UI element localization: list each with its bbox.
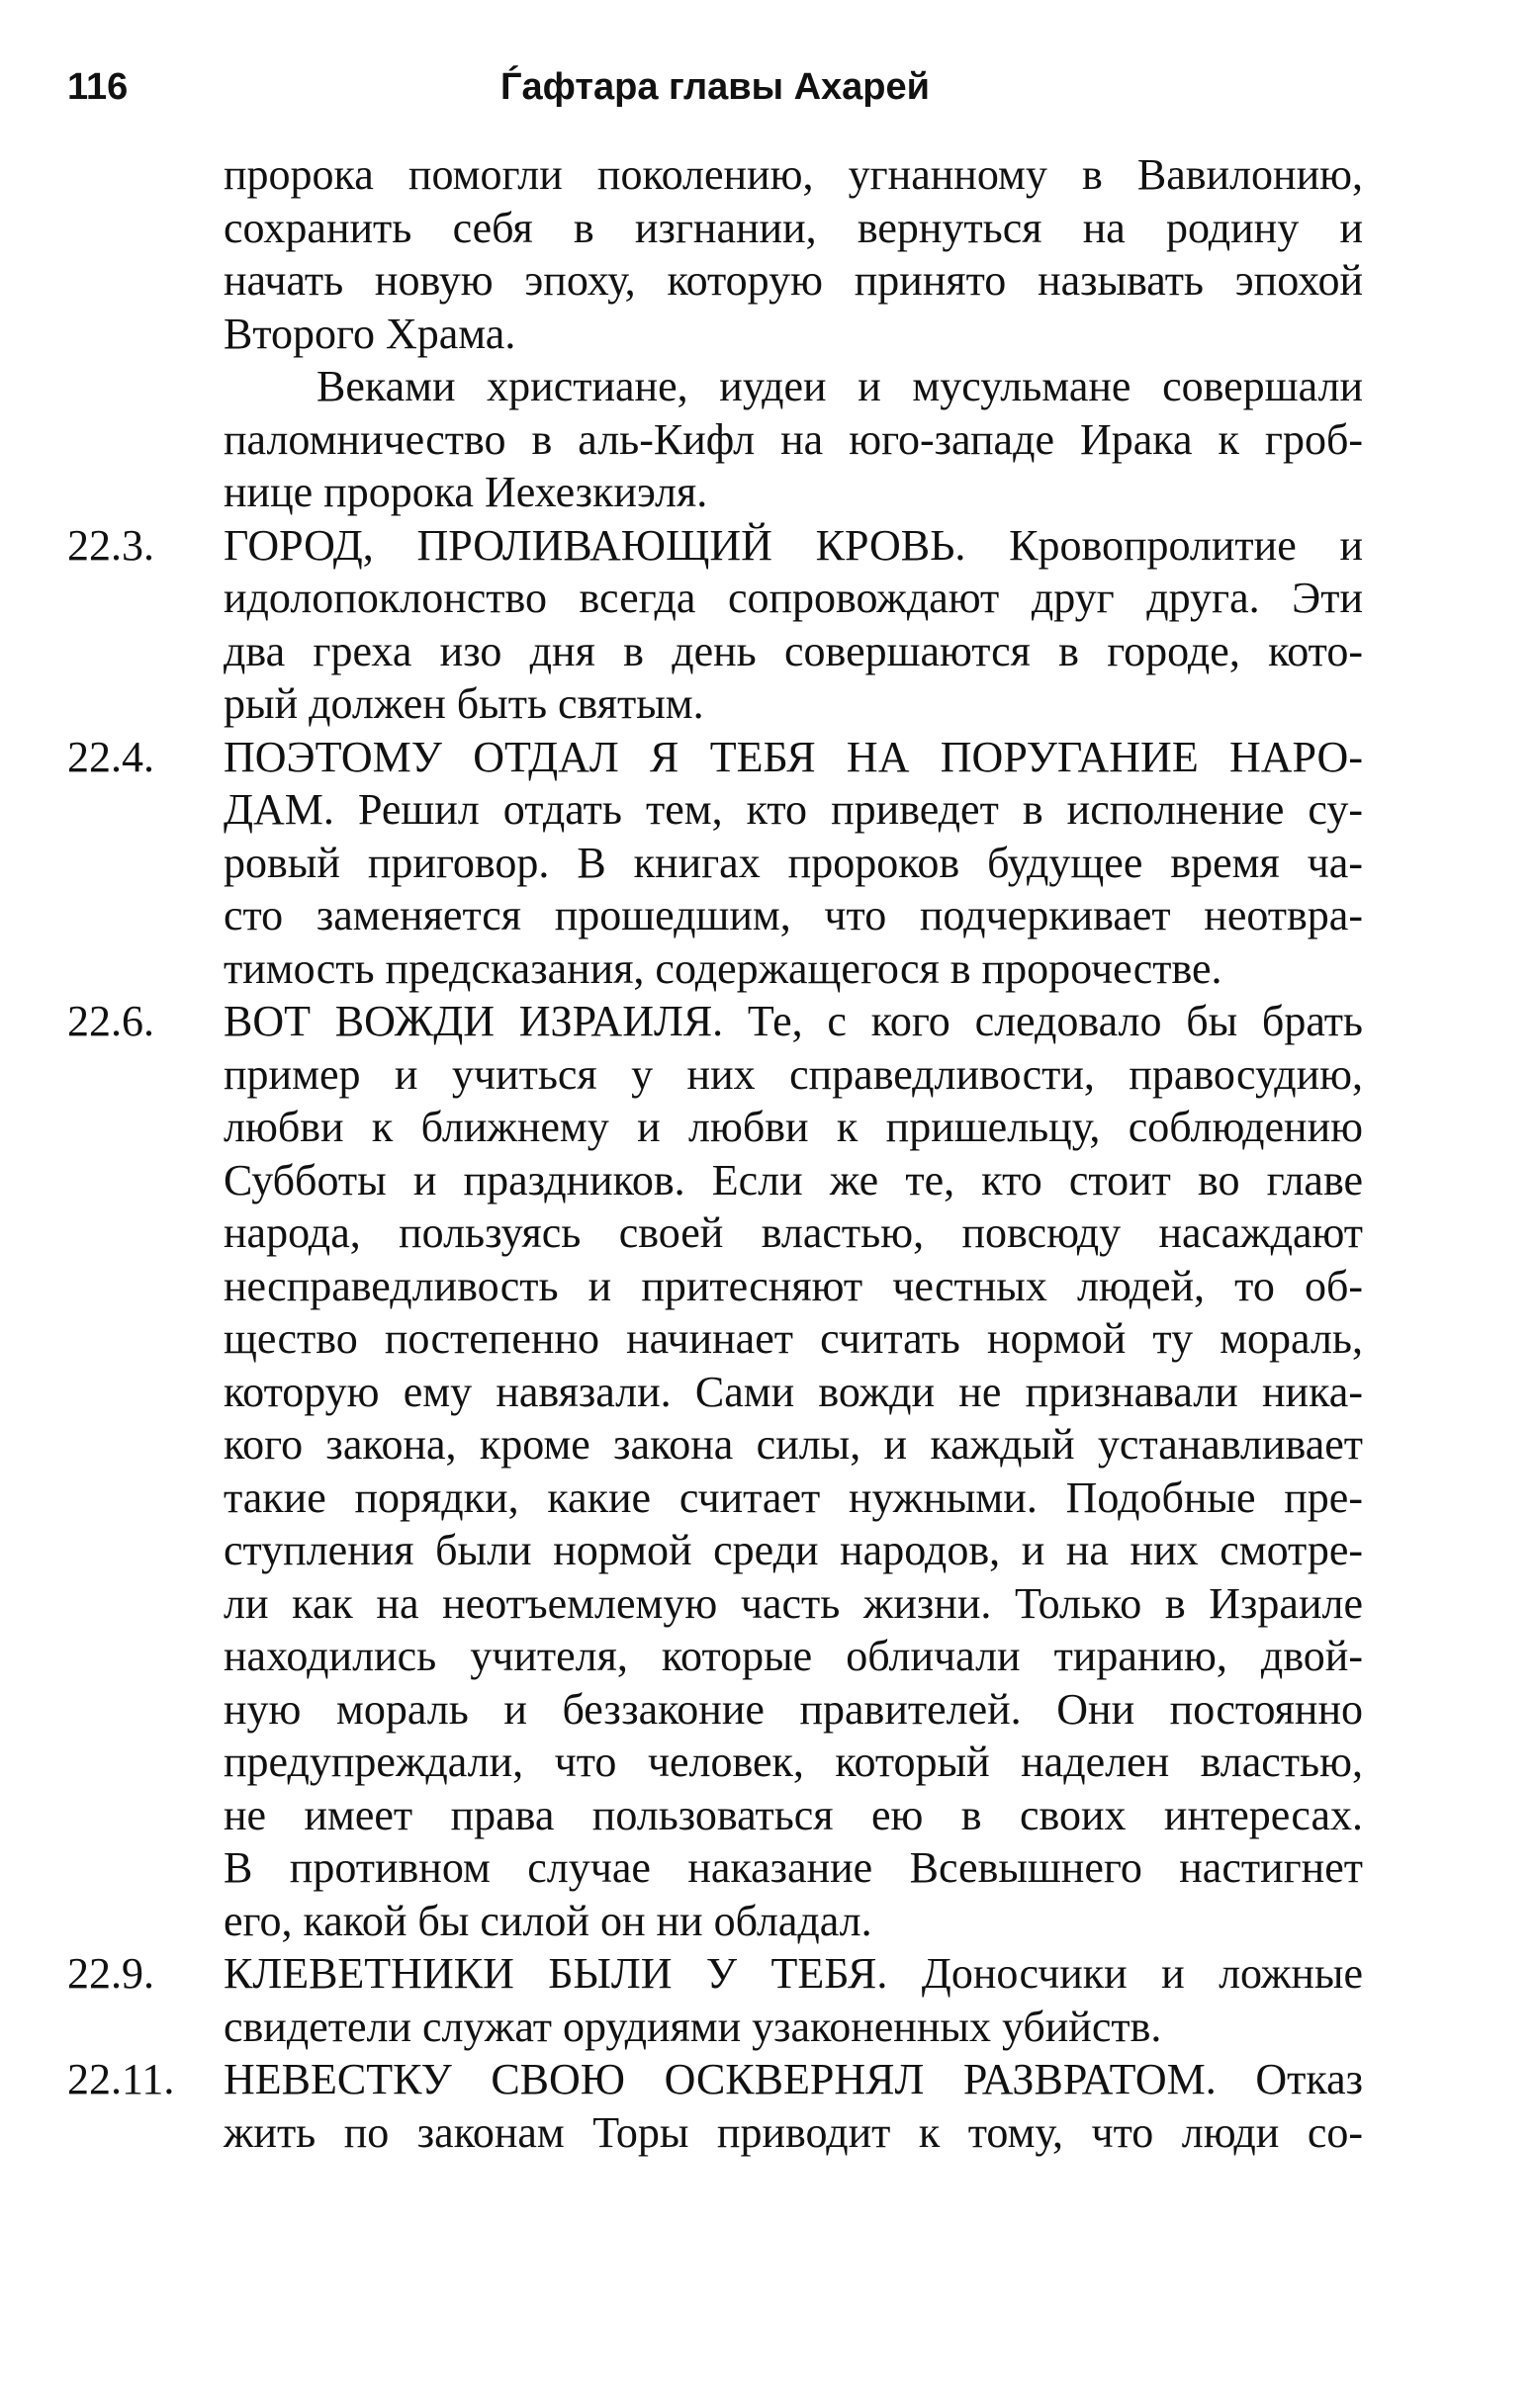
text-line: щество постепенно начинает считать нормой ту мораль, xyxy=(224,1314,1363,1363)
text-line: ДАМ. Решил отдать тем, кто приведет в исполнение су- xyxy=(224,785,1363,834)
text-line: свидетели служат орудиями узаконенных убийств. xyxy=(224,2002,1162,2051)
text-line: ступления были нормой среди народов, и на них смотре- xyxy=(224,1526,1363,1574)
text-line: не имеет права пользоваться ею в своих интересах. xyxy=(224,1790,1363,1839)
verse-number: 22.11. xyxy=(67,2055,175,2103)
text-line: которую ему навязали. Сами вожди не признавали ника- xyxy=(224,1367,1363,1416)
text-line: пример и учиться у них справедливости, правосудию, xyxy=(224,1049,1363,1099)
page-number: 116 xyxy=(67,66,129,108)
text-line: ПОЭТОМУ ОТДАЛ Я ТЕБЯ НА ПОРУГАНИЕ НАРО- xyxy=(224,732,1363,781)
commentary-entry-22-4 xyxy=(67,731,1363,996)
text-line: пророка помогли поколению, угнанному в Вавилонию, xyxy=(224,150,1363,199)
body-text xyxy=(67,148,1363,2159)
text-line: Субботы и праздников. Если же те, кто стоит во главе xyxy=(224,1155,1363,1204)
text-line: ВОТ ВОЖДИ ИЗРАИЛЯ. Те, с кого следовало бы брать xyxy=(224,997,1363,1045)
commentary-text xyxy=(224,1947,1363,2053)
commentary-text xyxy=(224,519,1363,731)
text-line: два греха изо дня в день совершаются в городе, кото- xyxy=(224,626,1363,675)
text-line: Второго Храма. xyxy=(224,309,516,358)
text-line: сохранить себя в изгнании, вернуться на родину и xyxy=(224,203,1363,252)
running-head xyxy=(67,57,1363,117)
text-line: ГОРОД, ПРОЛИВАЮЩИЙ КРОВЬ. Кровопролитие и xyxy=(224,520,1363,570)
text-line: находились учителя, которые обличали тиранию, двой- xyxy=(224,1632,1363,1680)
verse-number: 22.3. xyxy=(67,520,154,570)
text-line: жить по законам Торы приводит к тому, что люди со- xyxy=(224,2107,1363,2157)
verse-number: 22.6. xyxy=(67,997,154,1045)
text-line: ли как на неотъемлемую часть жизни. Только в Израиле xyxy=(224,1578,1363,1628)
verse-number: 22.9. xyxy=(67,1949,154,1998)
text-line: народа, пользуясь своей властью, повсюду насаждают xyxy=(224,1208,1363,1257)
text-line: тимость предсказания, содержащегося в пророчестве. xyxy=(224,943,1222,993)
commentary-entry-22-9 xyxy=(67,1947,1363,2053)
text-line: любви к ближнему и любви к пришельцу, соблюдению xyxy=(224,1103,1363,1151)
intro-paragraph-2 xyxy=(224,360,1363,519)
commentary-entry-22-11 xyxy=(67,2053,1363,2159)
verse-number: 22.4. xyxy=(67,732,154,781)
text-line: паломничество в аль-Кифл на юго-западе Ирака к гроб- xyxy=(224,414,1363,464)
text-line: ную мораль и беззаконие правителей. Они постоянно xyxy=(224,1684,1363,1734)
text-line: его, какой бы силой он ни обладал. xyxy=(224,1896,872,1945)
commentary-text xyxy=(224,995,1363,1947)
text-line: В противном случае наказание Всевышнего настигнет xyxy=(224,1843,1363,1892)
text-line: сто заменяется прошедшим, что подчеркивает неотвра- xyxy=(224,891,1363,939)
text-line: идолопоклонство всегда сопровождают друг друга. Эти xyxy=(224,574,1363,622)
text-line: кого закона, кроме закона силы, и каждый устанавливает xyxy=(224,1420,1363,1469)
text-line: нице пророка Иехезкиэля. xyxy=(224,468,708,516)
text-line: такие порядки, какие считает нужными. Подобные пре- xyxy=(224,1472,1363,1522)
running-title: Ѓафтара главы Ахарей xyxy=(499,66,930,108)
commentary-text xyxy=(224,731,1363,996)
text-line: КЛЕВЕТНИКИ БЫЛИ У ТЕБЯ. Доносчики и ложные xyxy=(224,1949,1363,1998)
commentary-text xyxy=(224,2053,1363,2159)
text-line: несправедливость и притесняют честных людей, то об- xyxy=(224,1261,1363,1310)
text-line: рый должен быть святым. xyxy=(224,679,704,728)
text-line: НЕВЕСТКУ СВОЮ ОСКВЕРНЯЛ РАЗВРАТОМ. Отказ xyxy=(224,2055,1363,2103)
intro-paragraph xyxy=(224,148,1363,360)
commentary-entry-22-3 xyxy=(67,519,1363,731)
text-line: Веками христиане, иудеи и мусульмане совершали xyxy=(316,362,1363,410)
text-line: предупреждали, что человек, который наделен властью, xyxy=(224,1738,1363,1786)
text-line: начать новую эпоху, которую принято называть эпохой xyxy=(224,256,1363,305)
text-line: ровый приговор. В книгах пророков будущее время ча- xyxy=(224,838,1363,887)
commentary-entry-22-6 xyxy=(67,995,1363,1947)
